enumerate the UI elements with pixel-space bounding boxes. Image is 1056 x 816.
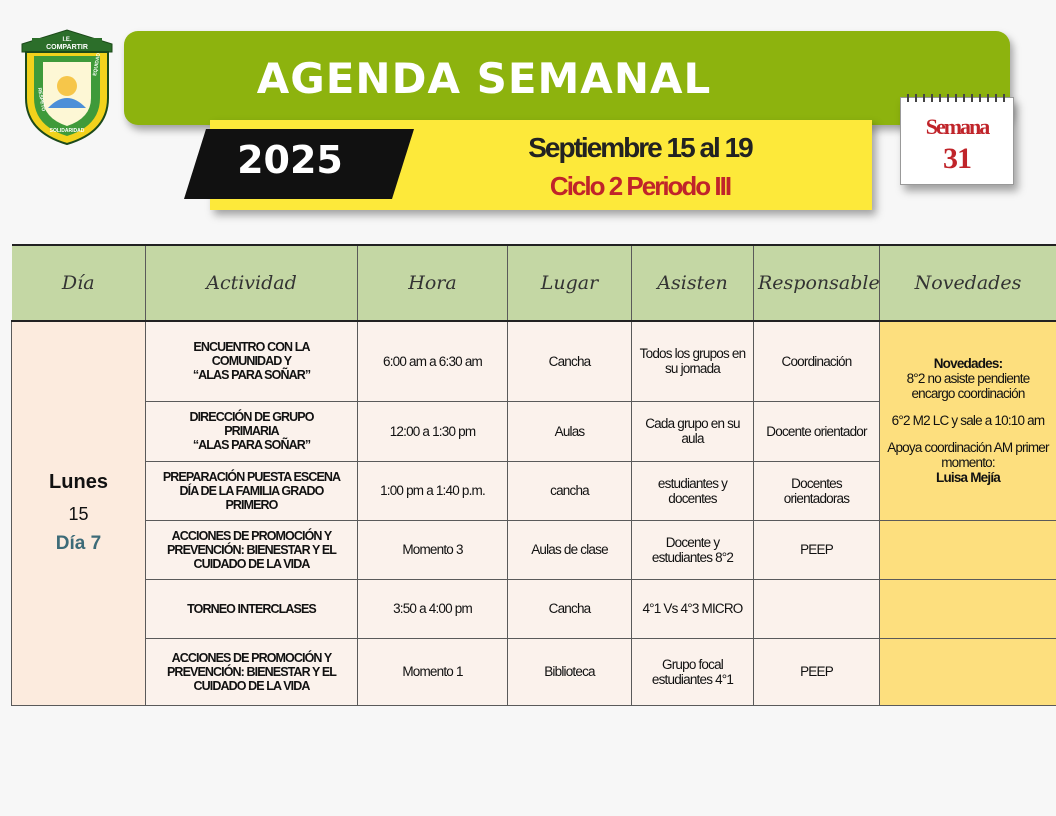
activity-line: CUIDADO DE LA VIDA bbox=[193, 678, 310, 693]
place-cell: Cancha bbox=[508, 321, 632, 401]
responsible-cell bbox=[754, 579, 880, 638]
novedades-empty-cell bbox=[880, 638, 1056, 705]
table-row bbox=[12, 579, 1056, 638]
time-cell: Momento 1 bbox=[358, 638, 508, 705]
activity-line: PRIMERO bbox=[225, 497, 278, 512]
calendar-rings-icon bbox=[901, 94, 1013, 102]
responsible-cell: PEEP bbox=[754, 638, 880, 705]
day-number: 15 bbox=[68, 504, 89, 525]
activity-line: ACCIONES DE PROMOCIÓN Y bbox=[171, 528, 332, 543]
activity-line: COMUNIDAD Y bbox=[211, 354, 292, 369]
day-cell bbox=[12, 321, 146, 705]
time-cell: 12:00 a 1:30 pm bbox=[358, 401, 508, 461]
header-responsable: Responsable bbox=[754, 245, 880, 321]
responsible-cell: PEEP bbox=[754, 520, 880, 579]
activity-line: PRIMARIA bbox=[224, 424, 279, 438]
place-cell: Aulas bbox=[508, 401, 632, 461]
header-novedades: Novedades bbox=[880, 245, 1056, 321]
time-cell: 3:50 a 4:00 pm bbox=[358, 579, 508, 638]
table-row bbox=[12, 520, 1056, 579]
time-cell: 1:00 pm a 1:40 p.m. bbox=[358, 461, 508, 520]
activity-cell bbox=[146, 321, 358, 401]
place-cell: Cancha bbox=[508, 579, 632, 638]
place-cell: Biblioteca bbox=[508, 638, 632, 705]
novedades-empty-cell bbox=[880, 520, 1056, 579]
activity-line: ENCUENTRO CON LA bbox=[193, 340, 310, 355]
svg-text:I.E.: I.E. bbox=[62, 37, 72, 43]
novedades-line: Apoya coordinación AM primer momento: bbox=[887, 440, 1049, 471]
responsible-cell: Docentes orientadoras bbox=[754, 461, 880, 520]
week-label: Semana bbox=[925, 114, 989, 139]
svg-text:COMPARTIR: COMPARTIR bbox=[46, 44, 88, 51]
day-name: Lunes bbox=[49, 471, 108, 494]
attendees-cell: estudiantes y docentes bbox=[632, 461, 754, 520]
week-calendar bbox=[900, 97, 1014, 185]
novedades-empty-cell bbox=[880, 579, 1056, 638]
svg-text:RESPETO: RESPETO bbox=[36, 87, 47, 112]
table-row bbox=[12, 321, 1056, 401]
activity-line: PREVENCIÓN: BIENESTAR Y EL bbox=[167, 664, 336, 679]
novedades-cell bbox=[880, 321, 1056, 520]
time-cell: Momento 3 bbox=[358, 520, 508, 579]
activity-cell bbox=[146, 579, 358, 638]
date-range: Septiembre 15 al 19 bbox=[528, 132, 752, 163]
responsible-cell: Coordinación bbox=[754, 321, 880, 401]
table-header-row bbox=[12, 245, 1056, 321]
page-title: AGENDA SEMANAL bbox=[256, 54, 712, 103]
novedades-line: 8°2 no asiste pendiente encargo coordinación bbox=[906, 371, 1030, 402]
activity-cell bbox=[146, 401, 358, 461]
activity-line: DÍA DE LA FAMILIA GRADO bbox=[179, 483, 324, 498]
attendees-cell: Grupo focal estudiantes 4°1 bbox=[632, 638, 754, 705]
attendees-cell: Docente y estudiantes 8°2 bbox=[632, 520, 754, 579]
activity-cell bbox=[146, 461, 358, 520]
activity-line: ACCIONES DE PROMOCIÓN Y bbox=[171, 650, 332, 665]
attendees-cell: Todos los grupos en su jornada bbox=[632, 321, 754, 401]
header-asisten: Asisten bbox=[632, 245, 754, 321]
activity-cell bbox=[146, 520, 358, 579]
activity-line: “ALAS PARA SOÑAR” bbox=[192, 438, 311, 452]
place-cell: cancha bbox=[508, 461, 632, 520]
header-dia: Día bbox=[12, 245, 146, 321]
activity-line: CUIDADO DE LA VIDA bbox=[193, 556, 310, 571]
responsible-cell: Docente orientador bbox=[754, 401, 880, 461]
activity-line: DIRECCIÓN DE GRUPO bbox=[189, 410, 314, 424]
svg-text:SOLIDARIDAD: SOLIDARIDAD bbox=[49, 128, 85, 134]
novedades-person: Luisa Mejía bbox=[936, 470, 1000, 486]
activity-cell bbox=[146, 638, 358, 705]
header-lugar: Lugar bbox=[508, 245, 632, 321]
week-number: 31 bbox=[943, 142, 971, 175]
attendees-cell: Cada grupo en su aula bbox=[632, 401, 754, 461]
attendees-cell: 4°1 Vs 4°3 MICRO bbox=[632, 579, 754, 638]
year-label: 2025 bbox=[237, 138, 343, 182]
cycle-period: Ciclo 2 Periodo III bbox=[549, 171, 731, 201]
svg-text:EQUIDAD: EQUIDAD bbox=[92, 52, 102, 77]
day-label: Día 7 bbox=[55, 533, 102, 555]
table-row bbox=[12, 638, 1056, 705]
place-cell: Aulas de clase bbox=[508, 520, 632, 579]
activity-line: “ALAS PARA SOÑAR” bbox=[192, 368, 311, 383]
novedades-line: 6°2 M2 LC y sale a 10:10 am bbox=[891, 413, 1045, 429]
activity-line: PREVENCIÓN: BIENESTAR Y EL bbox=[167, 542, 336, 557]
agenda-table bbox=[11, 244, 1056, 706]
novedades-title: Novedades: bbox=[933, 356, 1003, 372]
school-logo bbox=[18, 28, 116, 146]
time-cell: 6:00 am a 6:30 am bbox=[358, 321, 508, 401]
header-hora: Hora bbox=[358, 245, 508, 321]
header-actividad: Actividad bbox=[146, 245, 358, 321]
activity-line: TORNEO INTERCLASES bbox=[187, 601, 316, 616]
activity-line: PREPARACIÓN PUESTA ESCENA bbox=[162, 469, 341, 484]
